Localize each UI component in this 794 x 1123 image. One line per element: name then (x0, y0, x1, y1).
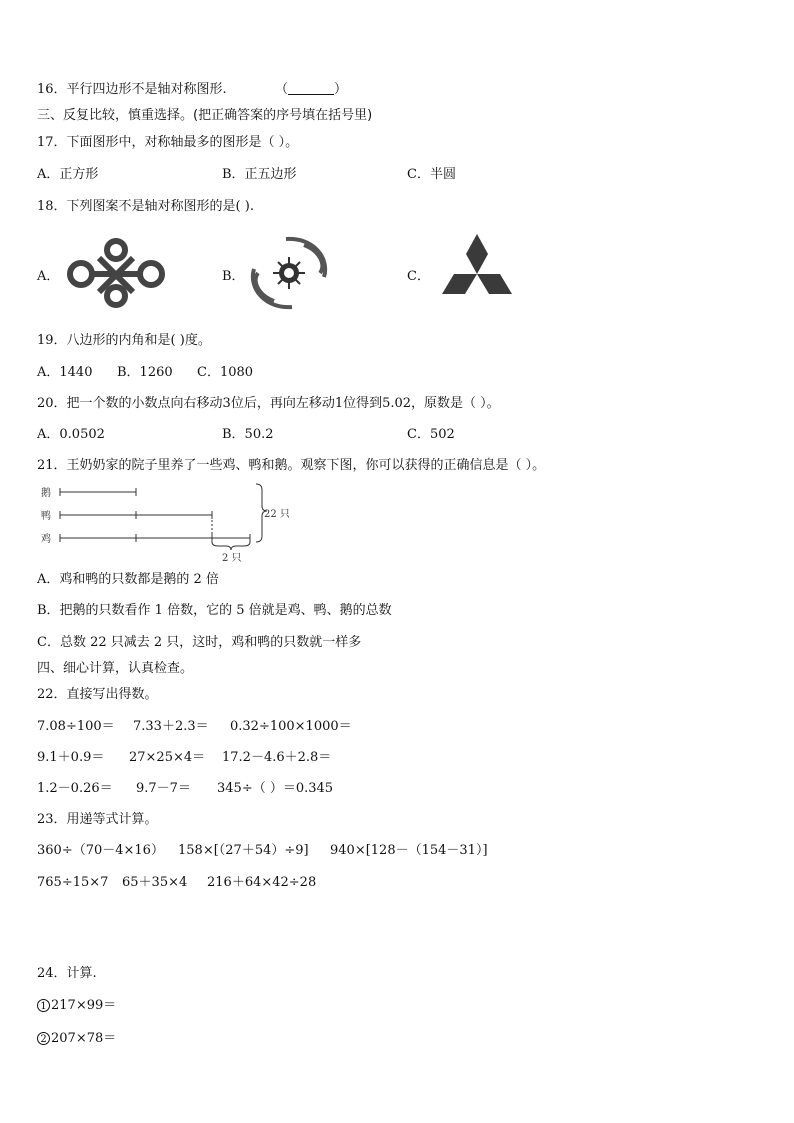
question-24: 24．计算. (37, 966, 97, 981)
circled-number-2: 2 (37, 1032, 50, 1045)
q17-option-a[interactable]: A．正方形 (37, 167, 99, 182)
diagram-diff-label: 2 只 (222, 553, 242, 564)
q21-option-c[interactable]: C．总数 22 只减去 2 只，这时，鸡和鸭的只数就一样多 (37, 635, 362, 650)
q19-option-b[interactable]: B．1260 (117, 365, 173, 380)
q17-option-b[interactable]: B．正五边形 (222, 167, 297, 182)
q18-option-a-label[interactable]: A． (37, 269, 60, 284)
q19-option-a[interactable]: A．1440 (37, 365, 93, 380)
q21-option-a[interactable]: A．鸡和鸭的只数都是鹅的 2 倍 (37, 572, 219, 587)
three-diamond-logo-icon[interactable] (436, 232, 518, 312)
diagram-total-label: 22 只 (264, 509, 290, 520)
q23-expr: 158×[（27＋54）÷9] (178, 843, 309, 858)
q23-expr: 360÷（70－4×16） (37, 843, 164, 858)
q21-option-b[interactable]: B．把鹅的只数看作 1 倍数，它的 5 倍就是鸡、鸭、鹅的总数 (37, 603, 392, 618)
question-21: 21．王奶奶家的院子里养了一些鸡、鸭和鹅。观察下图，你可以获得的正确信息是（ ）。 (37, 458, 546, 473)
diagram-bars (56, 480, 316, 565)
q22-expr: 9.1＋0.9＝ (37, 750, 105, 765)
diagram-row-chicken-label: 鸡 (41, 534, 51, 545)
circled-number-1: 1 (37, 999, 50, 1012)
question-17: 17．下面图形中，对称轴最多的图形是（ ）。 (37, 135, 299, 150)
section-3-heading: 三、反复比较，慎重选择。(把正确答案的序号填在括号里) (37, 108, 373, 123)
q16-answer-blank[interactable] (288, 82, 334, 95)
q24-item-1 (37, 998, 116, 1014)
question-20: 20．把一个数的小数点向右移动3位后，再向左移动1位得到5.02，原数是（ ）。 (37, 396, 500, 411)
q22-expr: 17.2－4.6＋2.8＝ (222, 750, 332, 765)
q22-expr: 7.33＋2.3＝ (133, 719, 209, 734)
q22-expr: 1.2－0.26＝ (37, 781, 113, 796)
q22-expr: 0.32÷100×1000＝ (230, 719, 352, 734)
question-18: 18．下列图案不是轴对称图形的是( ). (37, 199, 254, 214)
q22-expr: 27×25×4＝ (129, 750, 206, 765)
question-19: 19．八边形的内角和是( )度。 (37, 333, 211, 348)
q18-option-c-label[interactable]: C． (407, 269, 430, 284)
q24-item-2-expr: 207×78＝ (51, 1031, 117, 1046)
q19-option-c[interactable]: C．1080 (197, 365, 254, 380)
q23-expr: 216＋64×42÷28 (207, 875, 317, 890)
q17-option-c[interactable]: C．半圆 (407, 167, 456, 182)
q22-expr: 9.7－7＝ (136, 781, 191, 796)
q24-item-2 (37, 1031, 116, 1047)
diagram-row-goose-label: 鹅 (41, 488, 51, 499)
q24-item-1-expr: 217×99＝ (51, 998, 117, 1013)
question-23: 23．用递等式计算。 (37, 812, 158, 827)
diagram-row-duck-label: 鸭 (41, 511, 51, 522)
swirl-emblem-icon[interactable] (246, 233, 332, 313)
q20-option-c[interactable]: C．502 (407, 427, 455, 442)
chinese-knot-icon[interactable] (64, 236, 168, 310)
q23-expr: 940×[128－（154－31）] (330, 843, 488, 858)
q22-expr: 345÷（ ）＝0.345 (217, 781, 334, 796)
question-16 (37, 82, 347, 98)
section-4-heading: 四、细心计算，认真检查。 (37, 661, 194, 676)
q22-expr: 7.08÷100＝ (37, 719, 115, 734)
question-22: 22．直接写出得数。 (37, 687, 158, 702)
q18-option-b-label[interactable]: B． (222, 269, 245, 284)
q20-option-a[interactable]: A．0.0502 (37, 427, 105, 442)
q23-expr: 765÷15×7 (37, 875, 109, 890)
q23-expr: 65＋35×4 (122, 875, 188, 890)
q20-option-b[interactable]: B．50.2 (222, 427, 274, 442)
q16-paren-open: （ (274, 82, 288, 97)
q16-text: 16．平行四边形不是轴对称图形. (37, 82, 227, 97)
q16-paren-close: ） (333, 82, 347, 97)
